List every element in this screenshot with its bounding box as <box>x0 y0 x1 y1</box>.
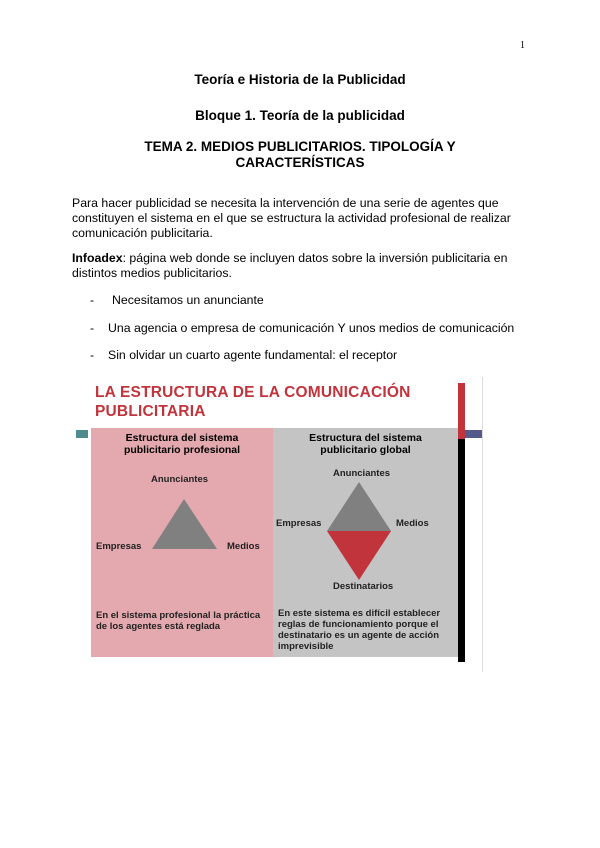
bullet-mark: - <box>90 293 95 307</box>
bullet-item: Una agencia o empresa de comunicación Y unos medios de comunicación <box>108 321 515 335</box>
label-anunciantes: Anunciantes <box>333 468 391 479</box>
label-anunciantes: Anunciantes <box>151 474 209 485</box>
panel-description: En el sistema profesional la práctica de los agentes está reglada <box>96 610 261 632</box>
purple-marker <box>465 430 483 438</box>
panel-heading: Estructura del sistema publicitario profesional <box>123 432 241 456</box>
bullet-item: Necesitamos un anunciante <box>112 293 264 307</box>
panel-heading: Estructura del sistema publicitario global <box>309 432 422 456</box>
label-medios: Medios <box>227 541 260 552</box>
topic-title-line2: CARACTERÍSTICAS <box>235 155 365 170</box>
infoadex-text: : página web donde se incluyen datos sobre la inversión publicitaria en distintos medios publicitarios. <box>72 251 508 280</box>
global-system-panel <box>273 428 458 657</box>
red-bar <box>458 383 465 439</box>
course-title: Teoría e Historia de la Publicidad <box>194 72 406 87</box>
label-empresas: Empresas <box>96 541 142 552</box>
label-medios: Medios <box>396 518 429 529</box>
bullet-item: Sin olvidar un cuarto agente fundamental: el receptor <box>108 348 398 362</box>
infoadex-paragraph <box>72 251 522 281</box>
professional-system-panel <box>91 428 273 657</box>
panel-description: En este sistema es difícil establecer reglas de funcionamiento porque el destinatario es un agente de acción imprevisible <box>278 608 441 652</box>
label-destinatarios: Destinatarios <box>333 581 394 592</box>
label-empresas: Empresas <box>276 518 322 529</box>
teal-marker <box>76 430 88 438</box>
intro-paragraph: Para hacer publicidad se necesita la intervención de una serie de agentes que constituyen el sistema en el que se estructura la actividad profesional de realizar comunicación publicitaria. <box>72 196 511 240</box>
black-bar <box>458 439 465 662</box>
divider-line <box>482 377 483 672</box>
communication-structure-figure <box>75 375 490 675</box>
page-number: 1 <box>520 40 525 51</box>
infoadex-term: Infoadex <box>72 251 123 265</box>
topic-title-line1: TEMA 2. MEDIOS PUBLICITARIOS. TIPOLOGÍA Y <box>144 139 456 154</box>
bullet-mark: - <box>90 348 95 362</box>
bullet-mark: - <box>90 321 95 335</box>
block-title: Bloque 1. Teoría de la publicidad <box>195 108 405 123</box>
figure-title: LA ESTRUCTURA DE LA COMUNICACIÓN PUBLICITARIA <box>95 384 411 420</box>
